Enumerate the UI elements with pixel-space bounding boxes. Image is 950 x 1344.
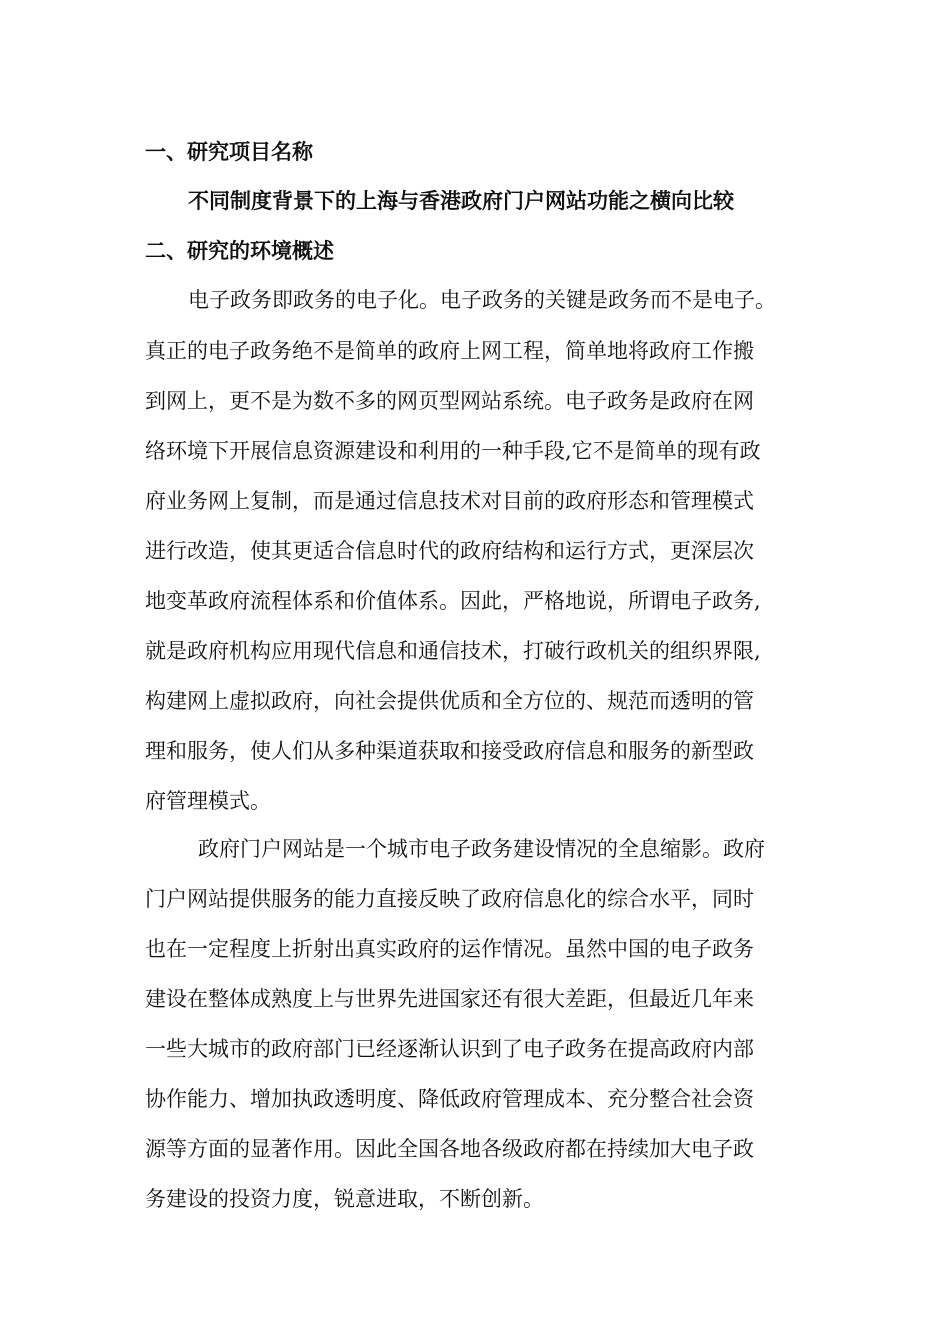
paragraph-2-line: 也在一定程度上折射出真实政府的运作情况。虽然中国的电子政务 [145, 937, 754, 961]
paragraph-1-line: 络环境下开展信息资源建设和利用的一种手段,它不是简单的现有政 [145, 439, 761, 463]
section-heading-project-name: 一、研究项目名称 [145, 139, 313, 164]
paragraph-2-line: 政府门户网站是一个城市电子政务建设情况的全息缩影。政府 [198, 837, 765, 861]
paragraph-1-line: 就是政府机构应用现代信息和通信技术，打破行政机关的组织界限, [145, 639, 761, 663]
paragraph-1-line: 地变革政府流程体系和价值体系。因此，严格地说，所谓电子政务, [145, 589, 761, 613]
project-title: 不同制度背景下的上海与香港政府门户网站功能之横向比较 [188, 188, 734, 213]
paragraph-1-line: 府管理模式。 [145, 789, 271, 813]
paragraph-1-line: 理和服务，使人们从多种渠道获取和接受政府信息和服务的新型政 [145, 739, 754, 763]
paragraph-2-line: 一些大城市的政府部门已经逐渐认识到了电子政务在提高政府内部 [145, 1037, 754, 1061]
paragraph-2-line: 门户网站提供服务的能力直接反映了政府信息化的综合水平，同时 [145, 887, 754, 911]
paragraph-2-line: 务建设的投资力度，锐意进取，不断创新。 [145, 1187, 544, 1211]
paragraph-2-line: 协作能力、增加执政透明度、降低政府管理成本、充分整合社会资 [145, 1087, 754, 1111]
paragraph-1-line: 构建网上虚拟政府，向社会提供优质和全方位的、规范而透明的管 [145, 689, 754, 713]
paragraph-1-line: 进行改造，使其更适合信息时代的政府结构和运行方式，更深层次 [145, 539, 754, 563]
paragraph-1-line: 真正的电子政务绝不是简单的政府上网工程，简单地将政府工作搬 [145, 339, 754, 363]
paragraph-1-line: 到网上，更不是为数不多的网页型网站系统。电子政务是政府在网 [145, 389, 754, 413]
paragraph-2-line: 建设在整体成熟度上与世界先进国家还有很大差距，但最近几年来 [145, 987, 754, 1011]
paragraph-1-line: 府业务网上复制，而是通过信息技术对目前的政府形态和管理模式 [145, 489, 754, 513]
paragraph-1-line: 电子政务即政务的电子化。电子政务的关键是政务而不是电子。 [188, 288, 776, 312]
paragraph-2-line: 源等方面的显著作用。因此全国各地各级政府都在持续加大电子政 [145, 1137, 754, 1161]
section-heading-environment: 二、研究的环境概述 [145, 238, 334, 263]
